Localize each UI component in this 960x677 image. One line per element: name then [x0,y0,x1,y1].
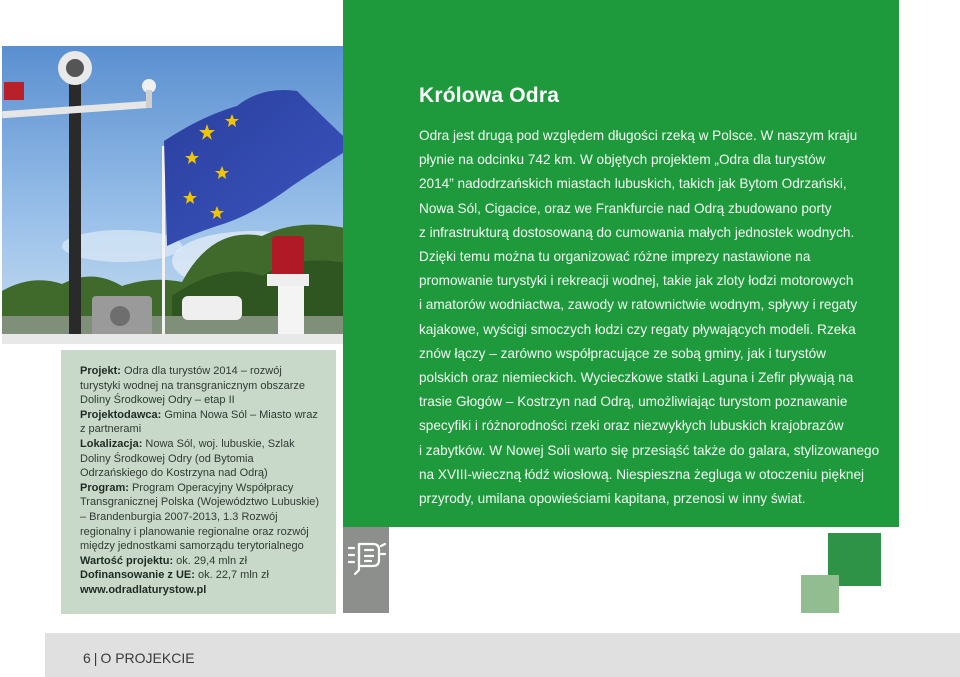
boat-flag-photo [2,46,358,344]
funding-value: ok. 22,7 mln zł [197,569,269,582]
location-value: Nowa Sól, woj. lubuskie, Szlak Doliny Środkowej Odry (od Bytomia Odrzańskiego do Kostrzyna nad Odrą) [80,437,295,480]
article-line: Dzięki temu można tu organizować różne imprezy nastawione na [419,249,811,265]
project-info-box [61,350,336,614]
article-panel [343,0,899,527]
article-line: i zabytków. W Nowej Soli warto się przesiąść także do galara, stylizowanego [419,442,880,458]
website-link[interactable]: www.odradlaturystow.pl [80,583,207,596]
program-value: Program Operacyjny Współpracy Transgranicznej Polska (Województwo Lubuskie) – Brandenburgia 2007-2013, 1.3 Rozwój regionalny i planowanie regionalne oraz rozwój między jednostkami samorządu terytorialnego [80,481,320,553]
project-info [80,364,322,598]
footer-label [83,650,195,666]
photo-frame [0,42,362,350]
project-label: Projekt: [80,365,121,377]
article-line: polskich oraz niemieckich. Wycieczkowe statki Laguna i Zefir pływają na [419,370,854,386]
section-icon-box [343,527,389,613]
location-label: Lokalizacja: [80,437,143,450]
program-label: Program: [80,481,129,494]
article-line: specyfiki i różnorodności rzeki oraz niezwykłych lubuskich krajobrazów [419,418,844,434]
value-label: Wartość projektu: [80,554,174,567]
article-line: znów łączy – zarówno współpracujące ze sobą gminy, jak i turystów [419,345,826,361]
page-footer [45,633,960,677]
value-value: ok. 29,4 mln zł [176,554,248,567]
page-number: 6 [83,650,91,666]
article-line: z infrastrukturą dostosowaną do cumowania małych jednostek wodnych. [419,224,855,240]
article-body [419,124,889,511]
article-line: na XVIII-wieczną łódź wiosłową. Niespieszna żegluga w otoczeniu pięknej [419,466,865,482]
article-line: 2014” nadodrzańskich miastach lubuskich, takich jak Bytom Odrzański, [419,176,847,192]
promoter-label: Projektodawca: [80,408,162,421]
decor-square-light [801,575,839,613]
section-name: O PROJEKCIE [100,650,195,666]
article-line: przyrody, umilana opowieściami kapitana, przenosi w inny świat. [419,491,806,507]
project-value: Odra dla turystów 2014 – rozwój turystyki wodnej na transgranicznym obszarze Doliny Środkowej Odry – etap II [80,365,305,407]
article-line: promowanie turystyki i rekreacji wodnej, takie jak zloty łodzi motorowych [419,273,854,289]
funding-label: Dofinansowanie z UE: [80,569,195,582]
article-line: trasie Głogów – Kostrzyn nad Odrą, umożliwiając turystom poznawanie [419,394,848,410]
article-line: kajakowe, wyścigi smoczych łodzi czy regaty pływających modeli. Rzeka [419,321,856,337]
article-title: Królowa Odra [419,84,560,107]
footer-separator: | [93,650,98,666]
pencil-ruler-icon [345,536,387,578]
promoter-value: Gmina Nowa Sól – Miasto wraz z partnerami [80,408,318,436]
article-line: płynie na odcinku 742 km. W objętych projektem „Odra dla turystów [419,152,826,168]
boat-flag-illustration [2,46,358,344]
article-line: i amatorów wodniactwa, zawody w ratownictwie wodnym, spływy i regaty [419,297,858,313]
article-line: Odra jest drugą pod względem długości rzeką w Polsce. W naszym kraju [419,128,858,143]
article-line: Nowa Sól, Cigacice, oraz we Frankfurcie nad Odrą zbudowano porty [419,200,832,216]
